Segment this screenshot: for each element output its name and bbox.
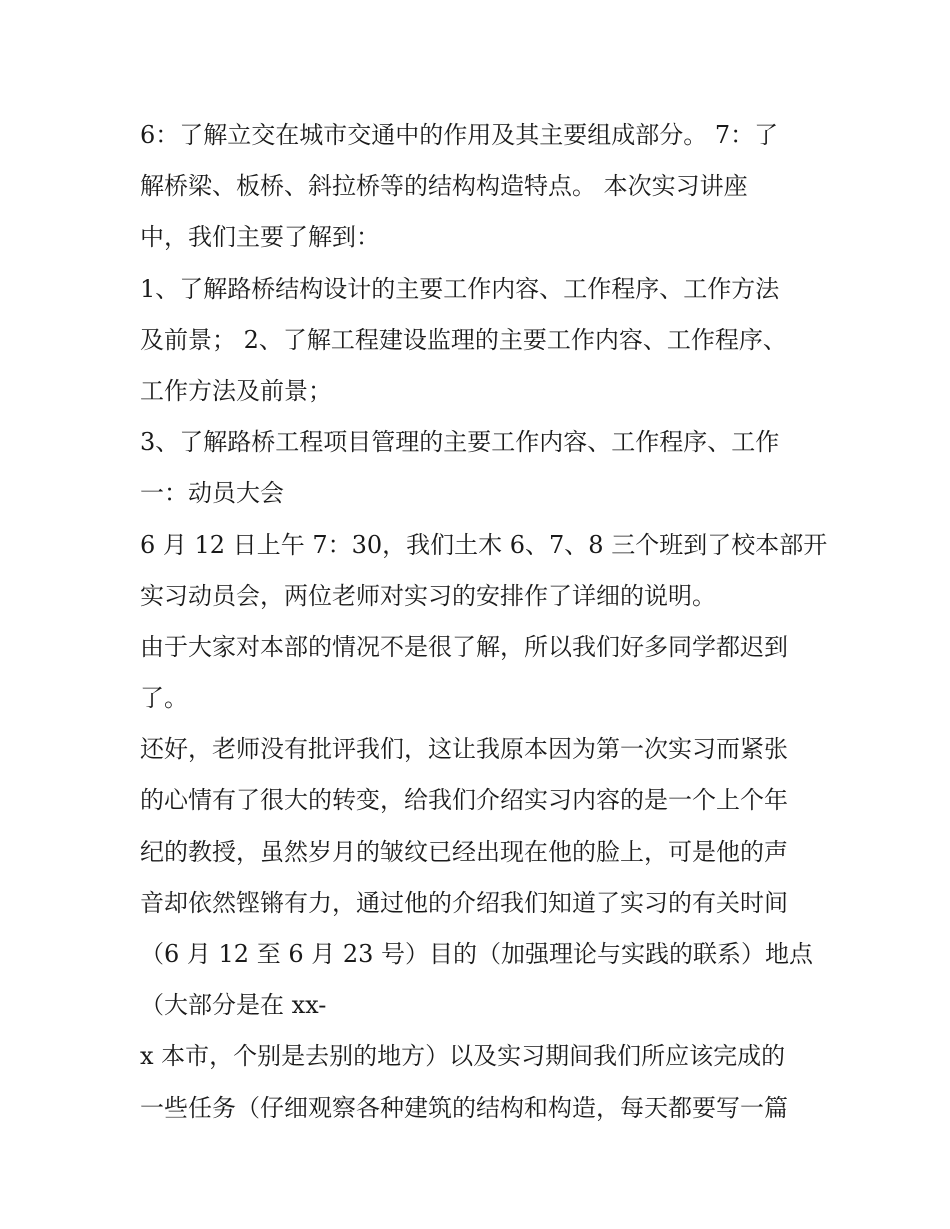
text-line: 解桥梁、板桥、斜拉桥等的结构构造特点。 本次实习讲座	[140, 172, 748, 201]
text-line: 了。	[140, 684, 188, 713]
section-heading: 一：动员大会	[140, 479, 284, 508]
text-line: （大部分是在 xx-	[140, 991, 327, 1020]
text-line: 工作方法及前景；	[140, 376, 332, 405]
text-line: 实习动员会，两位老师对实习的安排作了详细的说明。	[140, 581, 716, 610]
text-line: 及前景； 2、了解工程建设监理的主要工作内容、工作程序、	[140, 325, 787, 354]
text-line: 的心情有了很大的转变，给我们介绍实习内容的是一个上个年	[140, 786, 788, 815]
text-line: 纪的教授，虽然岁月的皱纹已经出现在他的脸上，可是他的声	[140, 837, 788, 866]
text-line: 6：了解立交在城市交通中的作用及其主要组成部分。 7：了	[140, 121, 779, 149]
text-line: 1、了解路桥结构设计的主要工作内容、工作程序、工作方法	[140, 274, 780, 303]
text-line: 3、了解路桥工程项目管理的主要工作内容、工作程序、工作	[140, 428, 780, 457]
text-line: （6 月 12 至 6 月 23 号）目的（加强理论与实践的联系）地点	[140, 940, 814, 968]
text-line: 6 月 12 日上午 7：30，我们土木 6、7、8 三个班到了校本部开	[140, 530, 828, 559]
document-body	[140, 110, 830, 1134]
text-line: 中，我们主要了解到：	[140, 223, 380, 252]
text-line: 由于大家对本部的情况不是很了解，所以我们好多同学都迟到	[140, 632, 788, 661]
text-line: x 本市，个别是去别的地方）以及实习期间我们所应该完成的	[140, 1042, 786, 1071]
text-line: 一些任务（仔细观察各种建筑的结构和构造，每天都要写一篇	[140, 1093, 788, 1122]
text-line: 还好，老师没有批评我们，这让我原本因为第一次实习而紧张	[140, 735, 788, 764]
text-line: 音却依然铿锵有力，通过他的介绍我们知道了实习的有关时间	[140, 888, 788, 917]
